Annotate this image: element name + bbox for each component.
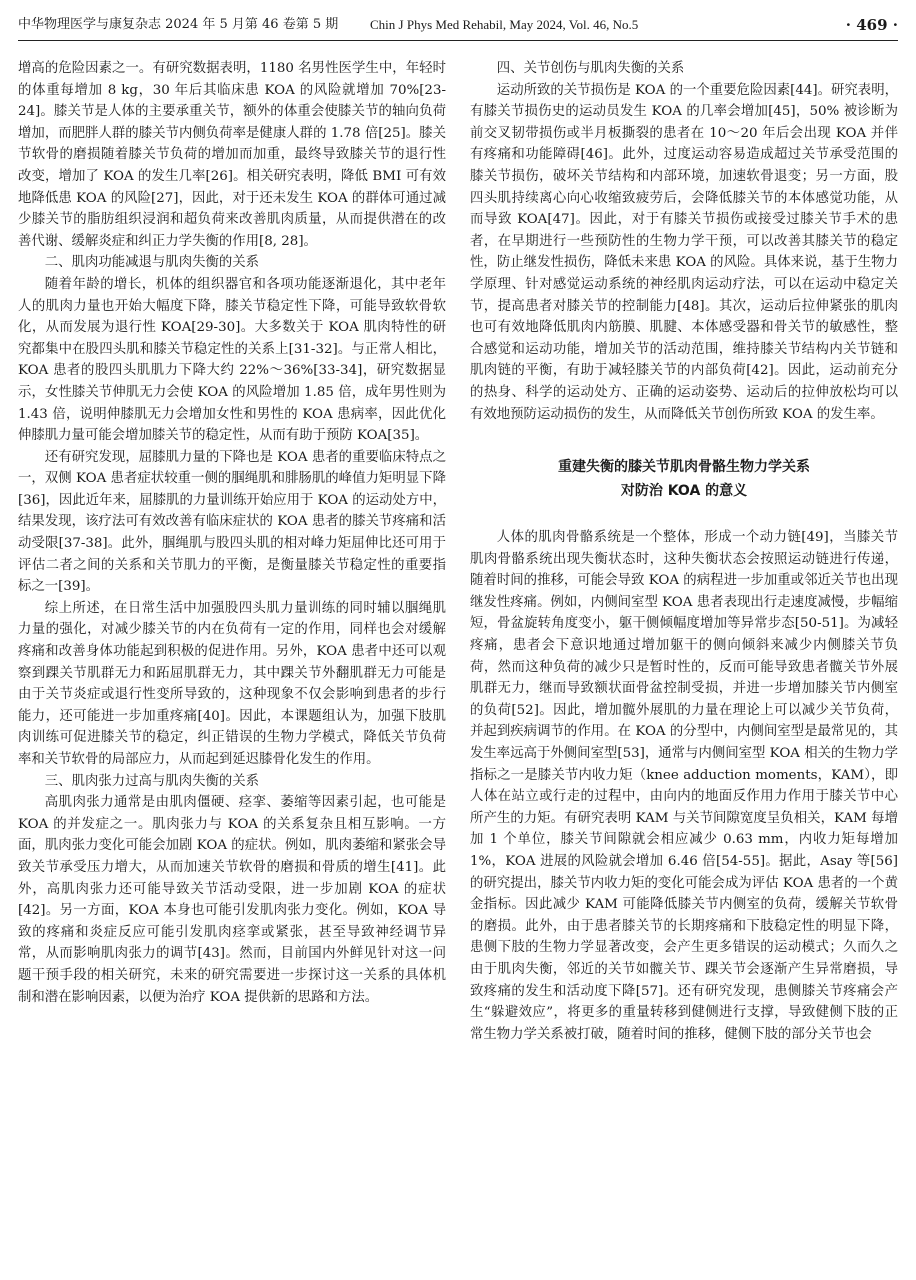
paragraph-body: 综上所述，在日常生活中加强股四头肌力量训练的同时辅以腘绳肌力量的强化，对减少膝关节的内在负荷有一定的作用，同样也会对缓解疼痛和改善身体功能起到积极的促进作用。另外，KOA 患者中还可以观察到踝关节肌群无力和跖屈肌群无力，其中踝关节外翻肌群无力可能是由于关节炎症或退行性变所导致的，这种现象不仅会影响到患者的步行能力，还可能进一步加重疼痛[40]。因此，本课题组认为，加强下肢肌肉训练可促进膝关节的稳定，纠正错误的生物力学模式，降低关节负荷率和关节软骨的局部应力，从而起到延迟膝骨化发生的作用。: [18, 600, 446, 767]
paragraph-body: 随着年龄的增长，机体的组织器官和各项功能逐渐退化，其中老年人的肌肉力量也开始大幅度下降，膝关节稳定性下降，可能导致软骨软化，从而发展为退行性 KOA[29-30]。大多数关于 KOA 肌肉特性的研究都集中在股四头肌和膝关节稳定性的关系上[31-32]。与正常人相比，KOA 患者的股四头肌肌力下降大约 22%～36%[33-34]，研究数据显示，女性膝关节伸肌无力会使 KOA 的风险增加 1.85 倍，成年男性则为 1.43 倍，说明伸膝肌无力会增加女性和男性的 KOA 患病率，因此优化伸膝肌力量可能会增加膝关节的稳定性，从而有助于预防 KOA[35]。: [18, 276, 446, 444]
section-title: [470, 455, 898, 503]
journal-citation-en: Chin J Phys Med Rehabil, May 2024, Vol. 46, No.5: [370, 17, 639, 32]
section-title-line: 对防治 KOA 的意义: [620, 483, 748, 500]
left-column: [18, 58, 446, 1268]
running-header: [18, 10, 898, 41]
page-number: · 469 ·: [845, 16, 898, 34]
journal-name-cn: 中华物理医学与康复杂志 2024 年 5 月第 46 卷第 5 期: [18, 17, 339, 32]
subsection-heading: 二、肌肉功能减退与肌肉失衡的关系: [44, 255, 260, 271]
section-title-line: 重建失衡的膝关节肌肉骨骼生物力学关系: [558, 459, 810, 476]
paragraph-body: 还有研究发现，屈膝肌力量的下降也是 KOA 患者的重要临床特点之一，双侧 KOA 患者症状较重一侧的腘绳肌和腓肠肌的峰值力矩明显下降[36]，因此近年来，屈膝肌的力量训练开始应用于 KOA 的运动处方中，结果发现，该疗法可有效改善有临床症状的 KOA 患者的膝关节疼痛和活动受限[37-38]。此外，腘绳肌与股四头肌的相对峰力矩屈伸比还可用于评估二者之间的关系和关节肌力的平衡，是衡量膝关节稳定性的重要指标之一[39]。: [18, 449, 446, 595]
paragraph-body: 运动所致的关节损伤是 KOA 的一个重要危险因素[44]。研究表明，有膝关节损伤史的运动员发生 KOA 的几率会增加[45]，50% 被诊断为前交叉韧带损伤或半月板撕裂的患者在 10～20 年后会出现 KOA 并伴有疼痛和功能障碍[46]。此外，过度运动容易造成超过关节承受范围的膝关节损伤，破坏关节结构和内部环境，加速软骨退变；另一方面，股四头肌持续离心向心收缩致疲劳后，会降低膝关节的本体感觉功能，从而导致 KOA[47]。因此，对于有膝关节损伤或接受过膝关节手术的患者，在早期进行一些预防性的生物力学干预，可以改善其膝关节的稳定性，防止继发性损伤，降低未来患 KOA 的风险。具体来说，基于生物力学原理、针对感觉运动系统的神经肌肉运动疗法，可以在运动中稳定关节，提高患者对膝关节的控制能力[48]。其次，运动后拉伸紧张的肌肉也可有效地降低肌肉内筋膜、肌腱、本体感受器和骨关节的敏感性，整合感觉和运动功能，增加关节的活动范围，维持膝关节结构内关节链和肌肉链的平衡，有助于减轻膝关节的内部负荷[42]。因此，运动前充分的热身、科学的运动处方、正确的运动姿势、运动后的拉伸放松均可以有效地预防运动损伤的发生，从而降低关节创伤所致 KOA 的发生率。: [470, 82, 898, 422]
paragraph-body: 人体的肌肉骨骼系统是一个整体，形成一个动力链[49]，当膝关节肌肉骨骼系统出现失衡状态时，这种失衡状态会按照运动链进行传递，随着时间的推移，可能会导致 KOA 的病程进一步加重或邻近关节也出现继发性疼痛。例如，内侧间室型 KOA 患者表现出行走速度减慢，步幅缩短，骨盆旋转角度变小，躯干侧倾幅度增加等异常步态[50-51]。为减轻疼痛，患者会下意识地通过增加躯干的侧向倾斜来减少内侧膝关节负荷，然而这种负荷的减少只是暂时性的，反而可能导致患者髋关节外展肌群无力，继而导致额状面骨盆控制受损，并进一步增加膝关节内侧室的负荷[52]。因此，增加髋外展肌的力量在理论上可以减少关节负荷，并起到疾病调节的作用。在 KOA 的分型中，内侧间室型是最常见的，其发生率远高于外侧间室型[53]，通常与内侧间室型 KOA 相关的生物力学指标之一是膝关节内收力矩（knee adduction moments，KAM），即人体在站立或行走的过程中，由向内的地面反作用力作用于膝关节中心所产生的力矩。有研究表明 KAM 与关节间隙宽度呈负相关，KAM 每增加 1 个单位，膝关节间隙就会相应减少 0.63 mm，内收力矩每增加 1%，KOA 进展的风险就会增加 6.46 倍[54-55]。据此，Asay 等[56]的研究提出，膝关节内收力矩的变化可能会成为评估 KOA 患者的一个黄金指标。因此减少 KAM 可能降低膝关节内侧室的负荷，缓解关节软骨的磨损。此外，由于患者膝关节的长期疼痛和下肢稳定性的明显下降，患侧下肢的生物力学显著改变，会产生更多错误的运动模式；久而久之由于肌肉失衡，邻近的关节如髋关节、踝关节会逐渐产生异常磨损，导致疼痛的发生和活动度下降[57]。还有研究发现，患侧膝关节疼痛会产生“躲避效应”，将更多的重量转移到健侧进行支撑，导致健侧下肢的正常生物力学关系被打破，随着时间的推移，健侧下肢的部分关节也会: [470, 530, 898, 1042]
right-column: [470, 58, 898, 1268]
paragraph-body: 增高的危险因素之一。有研究数据表明，1180 名男性医学生中，年轻时的体重每增加 8 kg，30 年后其临床患 KOA 的风险就增加 70%[23-24]。膝关节是人体的主要承重关节，额外的体重会使膝关节的轴向负荷增加，而肥胖人群的膝关节内侧负荷率是健康人群的 1.78 倍[25]。膝关节软骨的磨损随着膝关节负荷的增加而加重，最终导致膝关节的退行性改变，增加了 KOA 的发生几率[26]。相关研究表明，降低 BMI 可有效地降低患 KOA 的风险[27]，因此，对于还未发生 KOA 的群体可通过减少膝关节的脂肪组织浸润和超负荷来改善肌肉质量，从而提供潜在的改善代谢、缓解炎症和纠正力学失衡的作用[8, 28]。: [18, 61, 446, 249]
subsection-heading: 三、肌肉张力过高与肌肉失衡的关系: [44, 773, 260, 789]
subsection-heading: 四、关节创伤与肌肉失衡的关系: [496, 61, 685, 76]
paragraph-body: 高肌肉张力通常是由肌肉僵硬、痉挛、萎缩等因素引起，也可能是 KOA 的并发症之一。肌肉张力与 KOA 的关系复杂且相互影响。一方面，肌肉张力变化可能会加剧 KOA 的症状。例如，肌肉萎缩和紧张会导致关节承受压力增大，从而加速关节软骨的磨损和骨质的增生[41]。此外，高肌肉张力还可能导致关节活动受限，进一步加剧 KOA 的症状[42]。另一方面，KOA 本身也可能引发肌肉张力变化。例如，KOA 导致的疼痛和炎症反应可能引发肌肉痉挛或紧张，甚至导致神经调节异常，从而影响肌肉张力的调节[43]。然而，目前国内外鲜见针对这一问题干预手段的相关研究，未来的研究需要进一步探讨这一关系的具体机制和潜在影响因素，以便为治疗 KOA 提供新的思路和方法。: [18, 795, 446, 1005]
